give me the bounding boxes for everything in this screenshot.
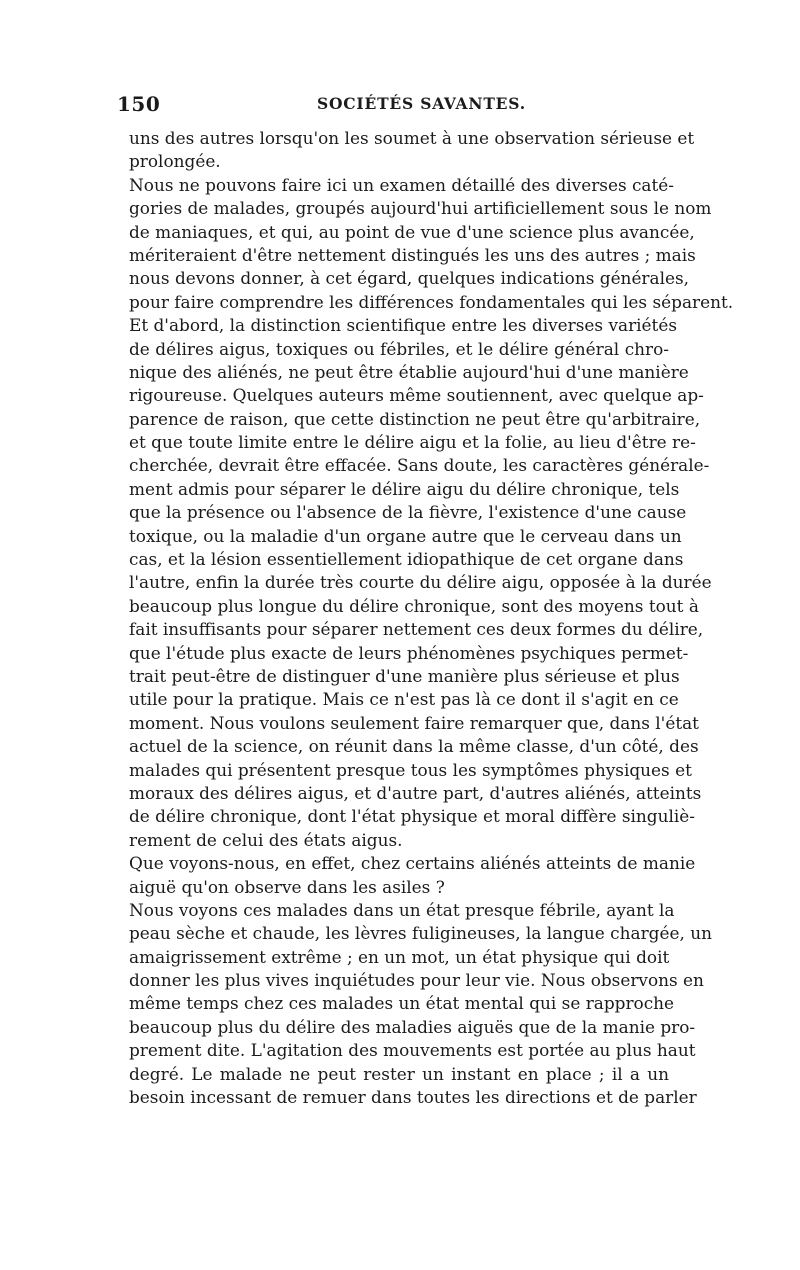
running-title: SOCIÉTÉS SAVANTES.: [317, 94, 526, 113]
text-line: que l'étude plus exacte de leurs phénomènes psychiques permet-: [129, 642, 689, 663]
text-line: rigoureuse. Quelques auteurs même soutiennent, avec quelque ap-: [129, 385, 704, 406]
text-line: pour faire comprendre les différences fondamentales qui les séparent.: [129, 291, 734, 312]
text-line: Nous voyons ces malades dans un état presque fébrile, ayant la: [129, 899, 675, 920]
text-line: rement de celui des états aigus.: [129, 829, 403, 850]
text-line: de délires aigus, toxiques ou fébriles, et le délire général chro-: [129, 338, 669, 359]
text-line: de maniaques, et qui, au point de vue d'une science plus avancée,: [129, 221, 695, 242]
text-line: l'autre, enfin la durée très courte du délire aigu, opposée à la durée: [129, 572, 712, 593]
text-line: moraux des délires aigus, et d'autre part, d'autres aliénés, atteints: [129, 782, 702, 803]
text-line: uns des autres lorsqu'on les soumet à une observation sérieuse et: [129, 128, 695, 148]
text-line: ment admis pour séparer le délire aigu du délire chronique, tels: [129, 478, 680, 499]
text-line: fait insuffisants pour séparer nettement ces deux formes du délire,: [129, 619, 704, 640]
text-line: actuel de la science, on réunit dans la même classe, d'un côté, des: [129, 736, 699, 757]
text-line: parence de raison, que cette distinction ne peut être qu'arbitraire,: [129, 408, 701, 429]
text-line: peau sèche et chaude, les lèvres fuligineuses, la langue chargée, un: [129, 923, 712, 944]
text-line: cherchée, devrait être effacée. Sans doute, les caractères générale-: [129, 455, 710, 476]
text-line: moment. Nous voulons seulement faire remarquer que, dans l'état: [129, 712, 699, 733]
text-line: cas, et la lésion essentiellement idiopathique de cet organe dans: [129, 549, 684, 570]
text-line: gories de malades, groupés aujourd'hui artificiellement sous le nom: [129, 198, 712, 219]
text-line: Que voyons-nous, en effet, chez certains aliénés atteints de manie: [129, 853, 696, 874]
text-line: besoin incessant de remuer dans toutes les directions et de parler: [129, 1087, 697, 1108]
text-line: aiguë qu'on observe dans les asiles ?: [129, 876, 445, 897]
text-line: même temps chez ces malades un état mental qui se rapproche: [129, 993, 675, 1014]
text-line: degré. Le malade ne peut rester un instant en place ; il a un: [129, 1063, 669, 1084]
text-line: beaucoup plus longue du délire chronique, sont des moyens tout à: [129, 595, 699, 616]
text-line: prolongée.: [129, 151, 221, 172]
text-line: que la présence ou l'absence de la fièvre, l'existence d'une cause: [129, 502, 687, 523]
text-line: amaigrissement extrême ; en un mot, un état physique qui doit: [129, 946, 670, 967]
text-line: nous devons donner, à cet égard, quelques indications générales,: [129, 268, 690, 289]
text-line: Et d'abord, la distinction scientifique entre les diverses variétés: [129, 315, 677, 336]
text-line: donner les plus vives inquiétudes pour leur vie. Nous observons en: [129, 970, 704, 991]
text-line: prement dite. L'agitation des mouvements est portée au plus haut: [129, 1040, 696, 1061]
text-line: de délire chronique, dont l'état physique et moral diffère singuliè-: [129, 806, 695, 827]
text-line: et que toute limite entre le délire aigu et la folie, au lieu d'être re-: [129, 432, 696, 453]
text-line: trait peut-être de distinguer d'une manière plus sérieuse et plus: [129, 665, 680, 686]
text-line: malades qui présentent presque tous les symptômes physiques et: [129, 759, 692, 780]
text-line: mériteraient d'être nettement distingués les uns des autres ; mais: [129, 244, 696, 265]
text-line: toxique, ou la maladie d'un organe autre que le cerveau dans un: [129, 525, 682, 546]
text-line: beaucoup plus du délire des maladies aiguës que de la manie pro-: [129, 1016, 696, 1037]
text-line: utile pour la pratique. Mais ce n'est pas là ce dont il s'agit en ce: [129, 689, 679, 710]
text-line: Nous ne pouvons faire ici un examen détaillé des diverses caté-: [129, 174, 674, 195]
page-number: 150: [117, 92, 161, 116]
body-text: [129, 127, 734, 1109]
text-line: nique des aliénés, ne peut être établie aujourd'hui d'une manière: [129, 361, 689, 382]
running-head: [117, 92, 675, 118]
